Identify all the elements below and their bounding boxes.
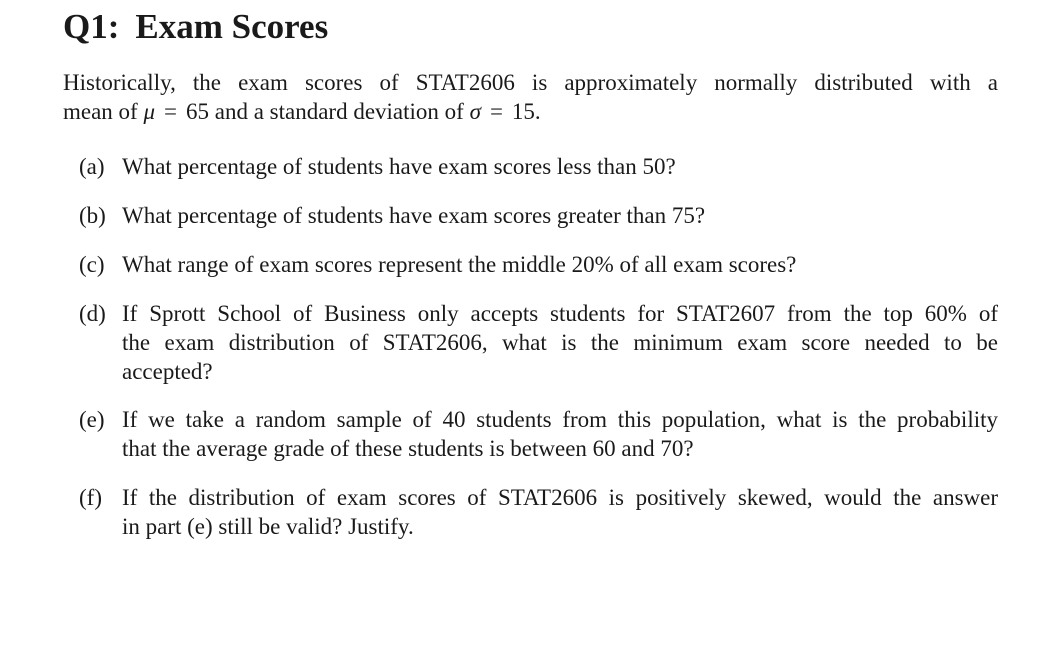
part-line: accepted?: [122, 359, 213, 384]
part-line: If the distribution of exam scores of STAT2606 is positively skewed, would the answer: [122, 485, 998, 510]
part-label: (b): [79, 203, 106, 228]
equals-sign: =: [489, 99, 503, 124]
question-title: Exam Scores: [135, 7, 329, 46]
part-label: (c): [79, 252, 105, 277]
mu-value-text: 65 and a standard deviation of: [186, 99, 470, 124]
part-line: that the average grade of these students is between 60 and 70?: [122, 436, 694, 461]
part-line: in part (e) still be valid? Justify.: [122, 514, 414, 539]
part-text: [122, 201, 998, 230]
part-line: What percentage of students have exam scores greater than 75?: [122, 203, 706, 228]
mu-symbol: μ: [143, 99, 156, 124]
part-text: [122, 152, 998, 181]
part-line: If Sprott School of Business only accepts students for STAT2607 from the top 60% of: [122, 301, 998, 326]
question-intro: [63, 68, 998, 126]
part-line: What percentage of students have exam scores less than 50?: [122, 154, 676, 179]
question-heading: [63, 6, 328, 48]
part-d: [79, 299, 998, 386]
part-e: [79, 405, 998, 463]
part-line: What range of exam scores represent the middle 20% of all exam scores?: [122, 252, 797, 277]
part-c: [79, 250, 998, 279]
question-number: Q1:: [63, 7, 120, 46]
part-text: [122, 250, 998, 279]
intro-mean-text: mean of: [63, 99, 144, 124]
part-label: (a): [79, 154, 105, 179]
part-line: If we take a random sample of 40 students from this population, what is the probability: [122, 407, 998, 432]
sigma-symbol: σ: [469, 99, 481, 124]
part-a: [79, 152, 998, 181]
part-text: [122, 483, 998, 541]
part-f: [79, 483, 998, 541]
part-text: [122, 405, 998, 463]
part-text: [122, 299, 998, 386]
part-b: [79, 201, 998, 230]
intro-line-1: Historically, the exam scores of STAT2606 is approximately normally distributed with a: [63, 70, 998, 95]
sigma-value-text: 15.: [511, 99, 541, 124]
part-label: (e): [79, 407, 105, 432]
equals-sign: =: [164, 99, 177, 124]
part-label: (f): [79, 485, 102, 510]
intro-line-2: [63, 97, 998, 126]
part-line: the exam distribution of STAT2606, what is the minimum exam score needed to be: [122, 330, 998, 355]
part-label: (d): [79, 301, 106, 326]
